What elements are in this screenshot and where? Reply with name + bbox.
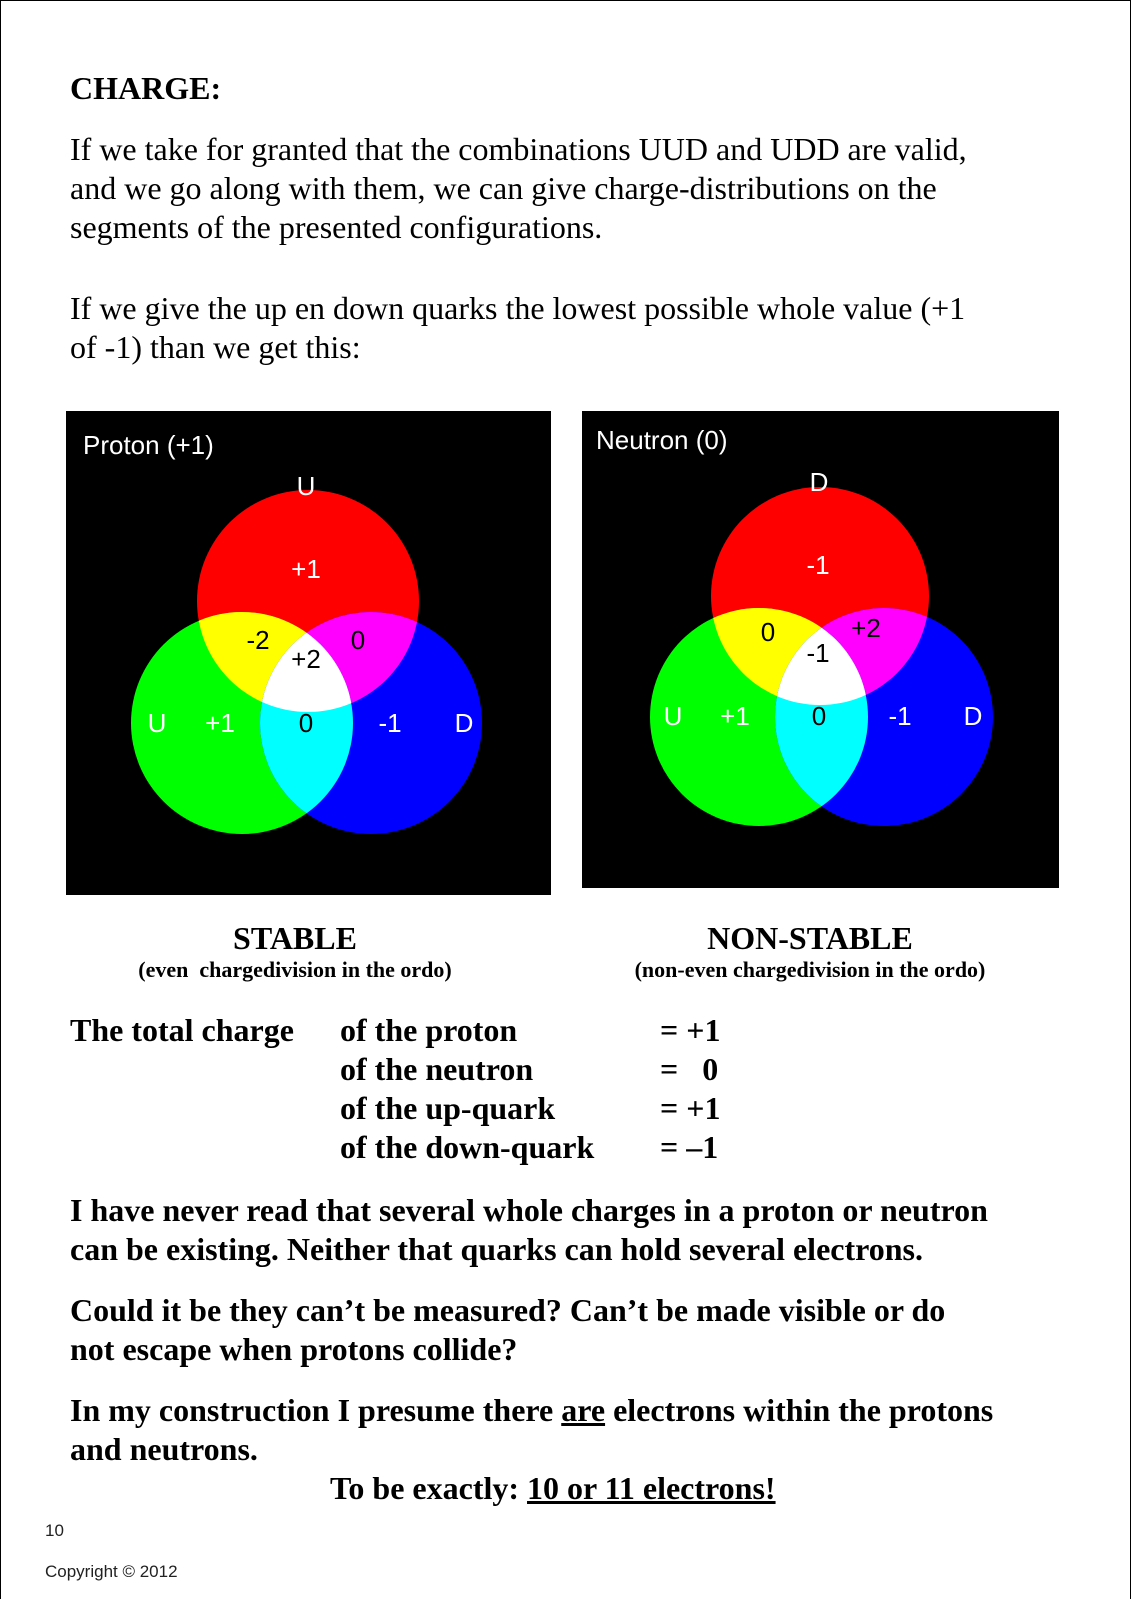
intro-line: and we go along with them, we can give charge-distributions on the <box>70 170 937 206</box>
right-quark-label: D <box>454 708 474 738</box>
center-value: -1 <box>806 638 830 668</box>
page-number: 10 <box>45 1521 64 1540</box>
center-value: +2 <box>291 644 321 674</box>
left-quark-label: U <box>663 701 683 731</box>
red-value: -1 <box>806 550 830 580</box>
charge-item: of the up-quark <box>340 1090 556 1126</box>
intro-line: segments of the presented configurations. <box>70 209 603 245</box>
paragraph-line: Could it be they can’t be measured? Can’t be made visible or do <box>70 1292 946 1328</box>
charge-item: of the proton <box>340 1012 518 1048</box>
paragraph-line: can be existing. Neither that quarks can hold several electrons. <box>70 1231 923 1267</box>
neutron-title: Neutron (0) <box>596 425 728 455</box>
top-quark-label: D <box>809 467 829 497</box>
blue-value: -1 <box>888 701 912 731</box>
conclusion-prefix: To be exactly: <box>330 1470 528 1506</box>
proton-title: Proton (+1) <box>83 430 214 460</box>
paragraph-line <box>70 1391 993 1430</box>
green-value: +1 <box>205 708 235 738</box>
nonstable-title: NON-STABLE <box>707 920 913 956</box>
green-value: +1 <box>720 701 750 731</box>
cyan-value: 0 <box>811 701 827 731</box>
emphasis-underlined: are <box>561 1392 606 1428</box>
stable-title: STABLE <box>233 920 357 956</box>
neutron-diagram <box>582 411 1059 888</box>
top-quark-label: U <box>296 471 316 501</box>
paragraph-line: not escape when protons collide? <box>70 1331 518 1367</box>
magenta-value: 0 <box>350 625 366 655</box>
construction-text: electrons within the protons <box>605 1392 994 1428</box>
nonstable-caption <box>590 920 1030 983</box>
nonstable-subtitle: (non-even chargedivision in the ordo) <box>634 957 986 982</box>
red-value: +1 <box>291 554 321 584</box>
charge-value: = 0 <box>660 1051 719 1087</box>
charge-value: = +1 <box>660 1012 721 1048</box>
construction-text: In my construction I presume there <box>70 1392 562 1428</box>
paragraph-construction <box>70 1391 993 1469</box>
right-quark-label: D <box>963 701 983 731</box>
copyright: Copyright © 2012 <box>45 1562 178 1581</box>
paragraph-question <box>70 1291 945 1369</box>
charge-value: = +1 <box>660 1090 721 1126</box>
conclusion <box>330 1469 776 1508</box>
charge-value: = –1 <box>660 1129 719 1165</box>
neutron-venn <box>582 411 1059 888</box>
intro2-line: If we give the up en down quarks the lowest possible whole value (+1 <box>70 290 966 326</box>
left-quark-label: U <box>147 708 167 738</box>
yellow-value: 0 <box>760 617 776 647</box>
charge-table-label: The total charge <box>70 1012 294 1048</box>
intro2-paragraph <box>70 289 965 367</box>
paragraph-line: and neutrons. <box>70 1431 258 1467</box>
cyan-value: 0 <box>298 708 314 738</box>
charge-item: of the neutron <box>340 1051 534 1087</box>
proton-diagram <box>66 411 551 895</box>
intro-paragraph <box>70 130 967 247</box>
intro-line: If we take for granted that the combinations UUD and UDD are valid, <box>70 131 967 167</box>
page-heading: CHARGE: <box>70 70 222 106</box>
intro2-line: of -1) than we get this: <box>70 329 361 365</box>
blue-value: -1 <box>378 708 402 738</box>
magenta-value: +2 <box>851 613 881 643</box>
stable-caption <box>90 920 500 983</box>
charge-item: of the down-quark <box>340 1129 595 1165</box>
conclusion-emphasis: 10 or 11 electrons! <box>527 1470 776 1506</box>
paragraph-line: I have never read that several whole charges in a proton or neutron <box>70 1192 988 1228</box>
yellow-value: -2 <box>246 625 270 655</box>
stable-subtitle: (even chargedivision in the ordo) <box>138 957 452 982</box>
paragraph-never-read <box>70 1191 988 1269</box>
proton-venn <box>66 411 551 895</box>
